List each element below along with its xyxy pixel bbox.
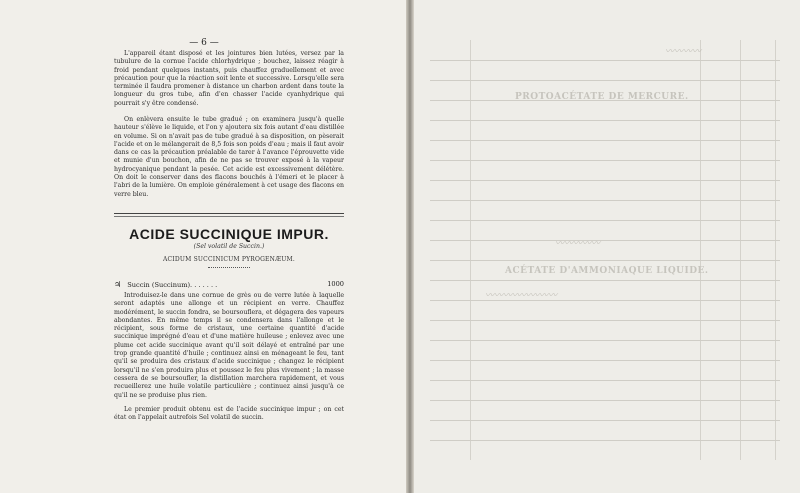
recipe-line xyxy=(114,280,344,289)
ledger-row-line xyxy=(430,380,780,381)
ledger-row-line xyxy=(430,360,780,361)
handwriting-mark: 〰〰〰〰〰 xyxy=(555,239,601,249)
recipe-symbol: ♃ xyxy=(114,280,122,289)
bleed-heading-1: PROTOACÉTATE DE MERCURE. xyxy=(515,92,689,102)
ledger-row-line xyxy=(430,140,780,141)
recipe-quantity: 1000 xyxy=(327,280,344,288)
bleed-heading-2: ACÉTATE D'AMMONIAQUE LIQUIDE. xyxy=(505,266,709,276)
paragraph-graduated-tube: On enlèvera ensuite le tube gradué ; on examinera jusqu'à quelle hauteur s'élève le liquide, et l'on y ajoutera six fois autant d'eau distillée en volume. Si on n'avait pas de tube gradué à sa disposition, on pèserait l'acide et on le mélangerait de 8,5 fois son poids d'eau ; mais il faut avoir dans ce cas la précaution préalable de tarer à l'avance l'éprouvette vide et munie d'un bouchon, afin de ne pas se trouver exposé à la vapeur hydrocyanique pendant la pesée. Cet acide est excessivement délétère. On doit le conserver dans des flacons bouchés à l'émeri et le placer à l'abri de la lumière. On emploie généralement à cet usage des flacons en verre bleu. xyxy=(114,116,344,198)
title-separator xyxy=(208,267,250,268)
ledger-row-line xyxy=(430,340,780,341)
ledger-row-line xyxy=(430,280,780,281)
handwriting-mark: 〰〰〰〰〰〰〰〰 xyxy=(485,291,558,301)
book-gutter xyxy=(406,0,414,493)
recipe-item: Succin (Succinum). . . . . . . xyxy=(127,281,218,289)
ledger-row-line xyxy=(430,260,780,261)
ledger-row-line xyxy=(430,300,780,301)
ledger-column-line xyxy=(775,40,776,460)
ledger-row-line xyxy=(430,160,780,161)
paragraph-first-product: Le premier produit obtenu est de l'acide succinique impur ; on cet état on l'appelait autrefois Sel volatil de succin. xyxy=(114,406,344,422)
page-number: — 6 — xyxy=(189,38,219,48)
section-rule-top xyxy=(114,213,344,214)
ledger-row-line xyxy=(430,80,780,81)
ledger-column-line xyxy=(470,40,471,460)
latin-name: ACIDUM SUCCINICUM PYROGENÆUM. xyxy=(162,256,296,263)
ledger-row-line xyxy=(430,180,780,181)
paragraph-procedure: Introduisez-le dans une cornue de grès ou de verre lutée à laquelle seront adaptés une allonge et un récipient en verre. Chauffez modérément, le succin fondra, se boursouflera, et dégagera des vapeurs abondantes. En même temps il se condensera dans l'allonge et le récipient, sous forme de cristaux, une certaine quantité d'acide succinique imprégné d'eau et d'une matière huileuse ; enlevez avec une plume cet acide succinique avant qu'il soit délayé et entraîné par une trop grande quantité d'huile ; continuez ainsi en ménageant le feu, tant qu'il se produira des cristaux d'acide succinique ; changez le récipient lorsqu'il ne s'en produira plus et poussez le feu plus vivement ; la masse cessera de se boursoufler, la distillation marchera rapidement, et vous recueillerez une huile volatile particulière ; continuez ainsi jusqu'à ce qu'il ne se produise plus rien. xyxy=(114,292,344,399)
section-subtitle: (Sel volatil de Succin.) xyxy=(193,243,265,250)
section-rule-bottom xyxy=(114,216,344,217)
ledger-column-line xyxy=(700,40,701,460)
paragraph-apparatus: L'appareil étant disposé et les jointures bien lutées, versez par la tubulure de la cornue l'acide chlorhydrique ; bouchez, laissez réagir à froid pendant quelques instants, puis chauffez graduellement et avec précaution pour que la réaction soit lente et successive. Lorsqu'elle sera terminée il faudra promener à distance un charbon ardent dans toute la longueur du gros tube, afin d'en chasser l'acide cyanhydrique qui pourrait s'y être condensé. xyxy=(114,50,344,107)
handwriting-mark: 〰〰〰〰 xyxy=(665,47,702,57)
ledger-row-line xyxy=(430,240,780,241)
ledger-row-line xyxy=(430,220,780,221)
ledger-row-line xyxy=(430,400,780,401)
ledger-row-line xyxy=(430,440,780,441)
ledger-row-line xyxy=(430,420,780,421)
ledger-row-line xyxy=(430,320,780,321)
ledger-row-line xyxy=(430,60,780,61)
section-title: ACIDE SUCCINIQUE IMPUR. xyxy=(129,226,329,242)
ledger-column-line xyxy=(740,40,741,460)
ledger-row-line xyxy=(430,200,780,201)
ledger-row-line xyxy=(430,120,780,121)
